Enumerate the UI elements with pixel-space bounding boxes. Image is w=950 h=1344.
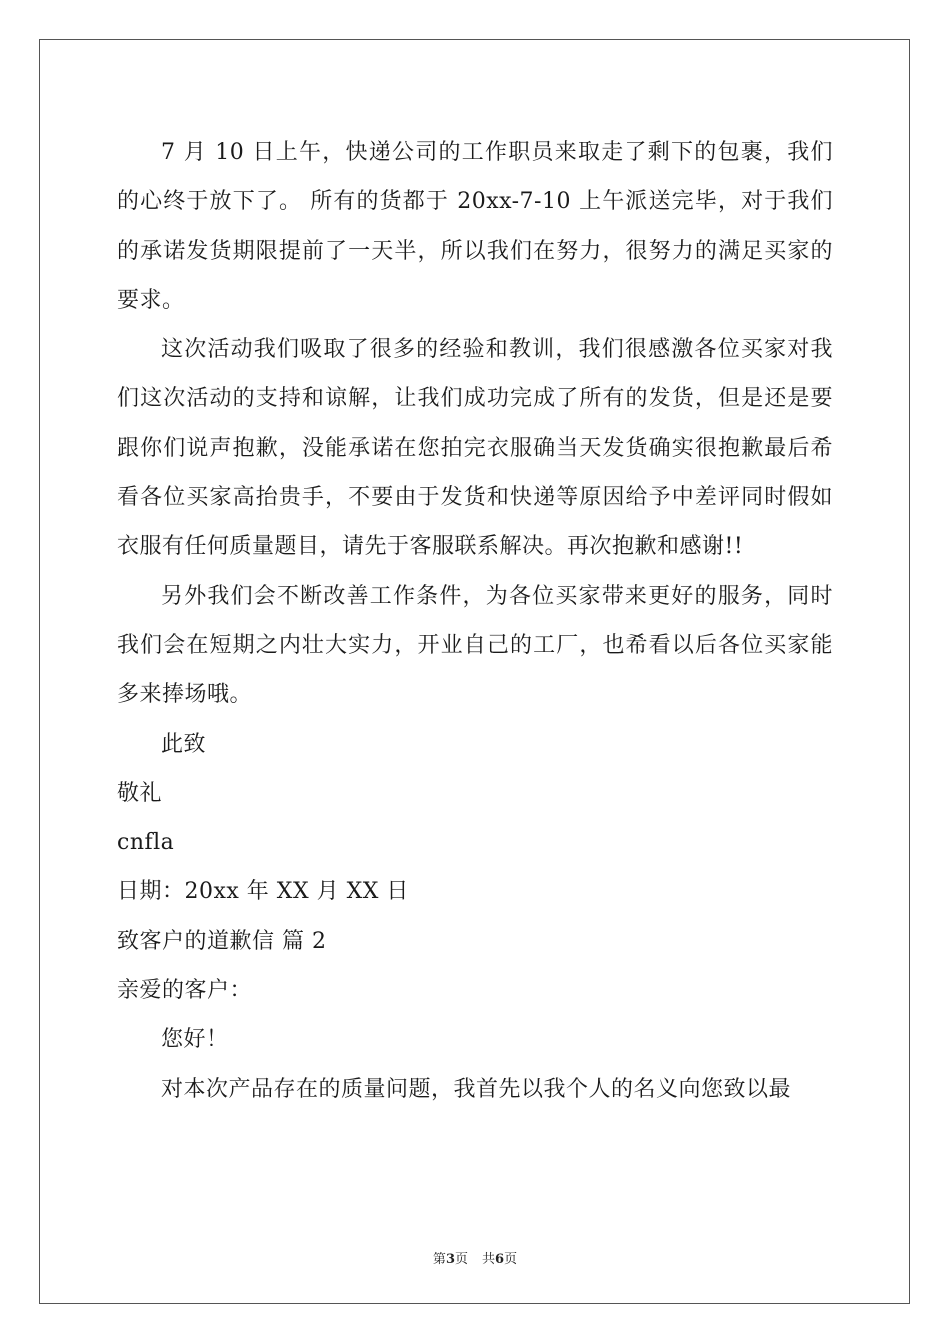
signature-text: cnfla [117, 830, 175, 856]
paragraph-quality-start: 对本次产品存在的质量问题，我首先以我个人的名义向您致以最 [161, 1076, 792, 1102]
page-suffix: 页 [454, 1252, 468, 1267]
date-line: 日期：20xx 年 XX 月 XX 日 [117, 879, 409, 905]
greeting-text: 亲爱的客户： [117, 978, 253, 1004]
paragraph-apology: 这次活动我们吸取了很多的经验和教训，我们很感激各位买家对我们这次活动的支持和谅解，让我们成功完成了所有的发货，但是还是要跟你们说声抱歉，没能承诺在您拍完衣服确当天发货确实很抱歉最后希看各位买家高抬贵手，不要由于发货和快递等原因给予中差评同时假如衣服有任何质量题目，请先于客服联系解决。再次抱歉和感谢!! [117, 337, 833, 560]
total-prefix: 共 [482, 1252, 496, 1267]
total-suffix: 页 [504, 1252, 518, 1267]
page-number-current: 3 [445, 1252, 455, 1267]
section-title: 致客户的道歉信 篇 2 [117, 928, 327, 954]
page-prefix: 第 [432, 1252, 446, 1267]
document-body [117, 128, 833, 1114]
hello-text: 您好！ [161, 1027, 229, 1053]
page-footer [0, 1248, 950, 1267]
paragraph-improvement: 另外我们会不断改善工作条件，为各位买家带来更好的服务，同时我们会在短期之内壮大实力，开业自己的工厂，也希看以后各位买家能多来捧场哦。 [117, 583, 833, 708]
salute-text: 敬礼 [117, 780, 163, 806]
closing-text: 此致 [161, 731, 207, 757]
page-number-total: 6 [495, 1252, 505, 1267]
paragraph-delivery: 7 月 10 日上午，快递公司的工作职员来取走了剩下的包裹，我们的心终于放下了。 所有的货都于 20xx-7-10 上午派送完毕，对于我们的承诺发货期限提前了一天半，所以我们在努力，很努力的满足买家的要求。 [117, 140, 833, 313]
